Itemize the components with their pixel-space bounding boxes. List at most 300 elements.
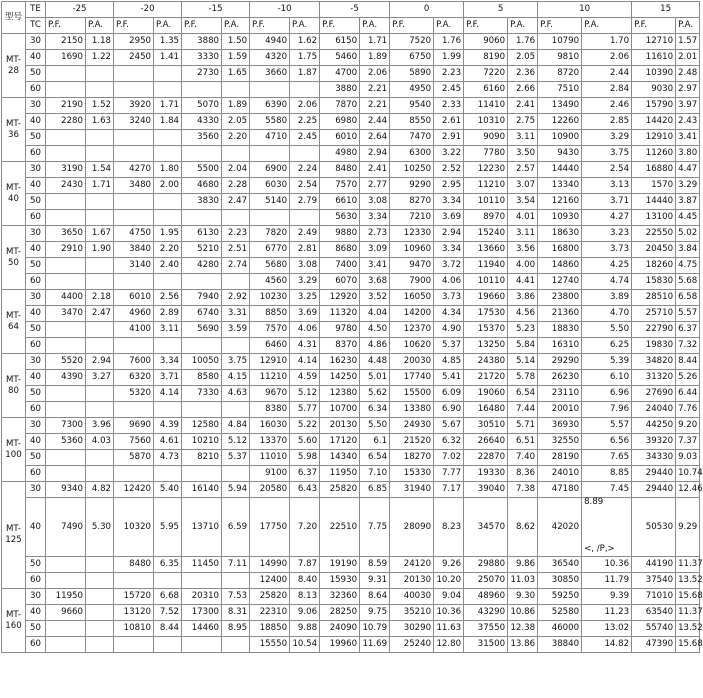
pf-cell: 7300 (46, 418, 86, 434)
pf-cell: 7520 (390, 34, 434, 50)
pa-cell: 5.41 (434, 370, 464, 386)
te-value: 10 (538, 2, 632, 18)
tc-value: 60 (26, 466, 46, 482)
pf-cell: 24090 (320, 621, 360, 637)
pf-cell: 5320 (114, 386, 154, 402)
pf-cell: 10230 (250, 290, 290, 306)
pf-cell: 8370 (320, 338, 360, 354)
pf-cell: 2280 (46, 114, 86, 130)
pf-cell: 9340 (46, 482, 86, 498)
pa-cell: 4.00 (508, 258, 538, 274)
tc-value: 50 (26, 557, 46, 573)
pa-cell: 8.85 (582, 466, 632, 482)
model-name: MT-125 (2, 482, 26, 589)
pf-cell (46, 322, 86, 338)
pf-cell: 16230 (320, 354, 360, 370)
pa-cell: 3.68 (360, 274, 390, 290)
pf-cell: 28510 (632, 290, 676, 306)
pf-cell: 22550 (632, 226, 676, 242)
pa-cell (154, 402, 182, 418)
pa-cell: 2.25 (290, 114, 320, 130)
pf-cell: 25070 (464, 573, 508, 589)
pa-cell: 2.74 (222, 258, 250, 274)
pa-cell: 3.08 (290, 258, 320, 274)
pa-cell: 13.52 (676, 621, 700, 637)
pa-label: P.A. (508, 18, 538, 34)
pa-cell (222, 146, 250, 162)
pf-cell: 12260 (538, 114, 582, 130)
pa-cell: 4.75 (676, 258, 700, 274)
pf-cell: 15330 (390, 466, 434, 482)
pa-cell: 3.75 (582, 146, 632, 162)
table-row (2, 386, 700, 402)
pa-cell: 4.04 (360, 306, 390, 322)
pa-cell: 2.56 (154, 290, 182, 306)
pf-cell: 8480 (320, 162, 360, 178)
pf-cell: 2430 (46, 178, 86, 194)
pa-cell: 3.73 (582, 242, 632, 258)
pf-cell (46, 130, 86, 146)
pa-cell: 3.25 (290, 290, 320, 306)
pf-cell: 19830 (632, 338, 676, 354)
pa-cell: 9.31 (360, 573, 390, 589)
table-row (2, 242, 700, 258)
pa-cell: 2.49 (290, 226, 320, 242)
pa-cell: 2.94 (360, 146, 390, 162)
pa-cell: 6.96 (582, 386, 632, 402)
te-value: -25 (46, 2, 114, 18)
pa-cell: 3.34 (360, 210, 390, 226)
pf-cell: 13120 (114, 605, 154, 621)
pf-cell: 36540 (538, 557, 582, 573)
pa-cell: 11.63 (434, 621, 464, 637)
pa-cell: 2.21 (360, 82, 390, 98)
pf-cell: 30290 (390, 621, 434, 637)
pf-cell: 1570 (632, 178, 676, 194)
pf-cell (46, 146, 86, 162)
pf-cell: 29290 (538, 354, 582, 370)
pa-cell: 2.44 (360, 114, 390, 130)
pa-cell: 7.17 (434, 482, 464, 498)
pa-cell: 13.02 (582, 621, 632, 637)
pa-cell: 1.22 (86, 50, 114, 66)
model-name: MT-64 (2, 290, 26, 354)
pf-cell: 9880 (320, 226, 360, 242)
pf-cell: 6010 (114, 290, 154, 306)
pa-cell: 2.51 (222, 242, 250, 258)
pa-cell: 3.80 (676, 146, 700, 162)
table-row (2, 274, 700, 290)
pf-cell: 14440 (538, 162, 582, 178)
pa-cell: 11.23 (582, 605, 632, 621)
pa-cell (86, 322, 114, 338)
pa-cell: 4.73 (154, 450, 182, 466)
pf-cell: 7570 (250, 322, 290, 338)
pa-label: P.A. (290, 18, 320, 34)
pa-cell: 6.51 (508, 434, 538, 450)
note-box (584, 498, 629, 554)
pa-cell (222, 637, 250, 653)
pf-cell: 8580 (182, 370, 222, 386)
pa-cell: 1.63 (86, 114, 114, 130)
pa-cell: 2.20 (154, 242, 182, 258)
pf-cell: 3660 (250, 66, 290, 82)
pa-cell: 4.39 (154, 418, 182, 434)
tc-value: 60 (26, 338, 46, 354)
pa-cell (222, 338, 250, 354)
pa-cell: 3.72 (434, 258, 464, 274)
pa-cell: 4.85 (434, 354, 464, 370)
header-row-tc (2, 18, 700, 34)
pf-cell (114, 466, 154, 482)
tc-value: 50 (26, 130, 46, 146)
pf-cell (46, 386, 86, 402)
tc-value: 40 (26, 434, 46, 450)
performance-table (1, 1, 703, 653)
pf-cell (46, 402, 86, 418)
pa-cell: 7.52 (154, 605, 182, 621)
pf-cell: 15500 (390, 386, 434, 402)
pa-label: P.A. (676, 18, 700, 34)
pa-cell: 1.89 (360, 50, 390, 66)
pf-cell: 7560 (114, 434, 154, 450)
pf-cell: 37540 (632, 573, 676, 589)
pa-cell: 7.40 (508, 450, 538, 466)
pa-cell: 4.70 (582, 306, 632, 322)
pf-cell: 8380 (250, 402, 290, 418)
pa-cell (86, 637, 114, 653)
pf-cell: 24010 (538, 466, 582, 482)
pa-cell: 1.70 (582, 34, 632, 50)
pa-cell: 7.20 (290, 498, 320, 557)
pf-cell: 42020 (538, 498, 582, 557)
pf-cell: 10310 (464, 114, 508, 130)
pa-cell: 4.74 (582, 274, 632, 290)
pf-cell (114, 338, 154, 354)
pf-cell: 9100 (250, 466, 290, 482)
table-row (2, 354, 700, 370)
pf-cell (250, 210, 290, 226)
pa-cell: 2.05 (508, 50, 538, 66)
pf-cell: 19330 (464, 466, 508, 482)
pa-cell: 3.31 (222, 306, 250, 322)
pa-cell: 4.34 (434, 306, 464, 322)
pf-cell (114, 194, 154, 210)
pa-cell (86, 258, 114, 274)
pa-cell: 10.79 (360, 621, 390, 637)
pf-cell: 17740 (390, 370, 434, 386)
pa-cell: 2.06 (290, 98, 320, 114)
pf-cell: 6740 (182, 306, 222, 322)
pf-cell: 4400 (46, 290, 86, 306)
pf-cell: 4710 (250, 130, 290, 146)
pa-cell: 3.29 (676, 178, 700, 194)
pf-cell: 5460 (320, 50, 360, 66)
pf-cell: 6160 (464, 82, 508, 98)
table-row (2, 338, 700, 354)
pa-cell: 1.54 (86, 162, 114, 178)
pa-cell: 3.34 (434, 194, 464, 210)
pf-cell: 16800 (538, 242, 582, 258)
pa-cell: 2.36 (508, 66, 538, 82)
pa-cell: 15.68 (676, 637, 700, 653)
pa-cell: 5.78 (508, 370, 538, 386)
table-row (2, 50, 700, 66)
pf-cell: 20010 (538, 402, 582, 418)
pf-cell: 3480 (114, 178, 154, 194)
pf-cell: 21360 (538, 306, 582, 322)
pf-cell (46, 450, 86, 466)
pf-cell: 15720 (114, 589, 154, 605)
pa-cell: 5.14 (508, 354, 538, 370)
tc-value: 60 (26, 274, 46, 290)
pf-cell (182, 146, 222, 162)
pa-cell: 12.38 (508, 621, 538, 637)
pa-cell: 1.87 (290, 66, 320, 82)
pf-cell: 4320 (250, 50, 290, 66)
pf-cell: 5070 (182, 98, 222, 114)
pf-cell: 10900 (538, 130, 582, 146)
pf-cell: 19060 (464, 386, 508, 402)
pa-cell: 4.56 (508, 306, 538, 322)
pf-cell: 2910 (46, 242, 86, 258)
pa-cell: 7.77 (434, 466, 464, 482)
pa-cell: 5.02 (676, 226, 700, 242)
table-row (2, 418, 700, 434)
pf-cell: 15830 (632, 274, 676, 290)
pa-cell: 4.15 (222, 370, 250, 386)
pf-cell: 14990 (250, 557, 290, 573)
pa-cell: 2.23 (222, 226, 250, 242)
pf-cell (46, 258, 86, 274)
pf-cell: 7570 (320, 178, 360, 194)
pf-cell: 11940 (464, 258, 508, 274)
pf-cell: 13710 (182, 498, 222, 557)
pf-cell: 9780 (320, 322, 360, 338)
pa-cell: 8.40 (290, 573, 320, 589)
model-name: MT-160 (2, 589, 26, 653)
pa-cell: 2.91 (434, 130, 464, 146)
pf-cell: 7220 (464, 66, 508, 82)
pf-cell: 10930 (538, 210, 582, 226)
pf-cell (46, 66, 86, 82)
pa-cell: 1.71 (86, 178, 114, 194)
pa-cell: 2.47 (222, 194, 250, 210)
table-row (2, 114, 700, 130)
pa-cell: 2.84 (582, 82, 632, 98)
tc-value: 40 (26, 605, 46, 621)
pf-cell: 14200 (390, 306, 434, 322)
pa-cell: 5.57 (676, 306, 700, 322)
pf-cell: 7870 (320, 98, 360, 114)
table-row (2, 210, 700, 226)
tc-value: 50 (26, 322, 46, 338)
table-row (2, 589, 700, 605)
pf-cell: 28190 (538, 450, 582, 466)
pa-cell: 7.38 (508, 482, 538, 498)
pf-cell: 22310 (250, 605, 290, 621)
pa-cell: 3.41 (360, 258, 390, 274)
pa-cell (86, 210, 114, 226)
pa-cell (154, 66, 182, 82)
pf-label: P.F. (320, 18, 360, 34)
pa-cell: 7.87 (290, 557, 320, 573)
pa-cell: 6.09 (434, 386, 464, 402)
pf-cell (46, 82, 86, 98)
pa-cell: 10.36 (434, 605, 464, 621)
pa-cell: 3.07 (508, 178, 538, 194)
pf-cell: 16030 (250, 418, 290, 434)
pa-cell (86, 146, 114, 162)
pf-cell: 7940 (182, 290, 222, 306)
table-row (2, 450, 700, 466)
pf-cell: 4330 (182, 114, 222, 130)
table-row (2, 306, 700, 322)
pf-cell: 3560 (182, 130, 222, 146)
pa-cell (154, 130, 182, 146)
pf-cell: 6980 (320, 114, 360, 130)
pf-cell: 20130 (320, 418, 360, 434)
pa-cell: 3.84 (676, 242, 700, 258)
pa-cell: 2.54 (582, 162, 632, 178)
pa-cell: 2.75 (508, 114, 538, 130)
pf-cell: 10110 (464, 194, 508, 210)
pf-cell: 15550 (250, 637, 290, 653)
pa-cell: 8.64 (360, 589, 390, 605)
pf-cell: 34820 (632, 354, 676, 370)
tc-value: 60 (26, 402, 46, 418)
pa-cell: 2.40 (154, 258, 182, 274)
pf-cell (114, 274, 154, 290)
pf-cell (182, 402, 222, 418)
pa-cell: 3.71 (154, 370, 182, 386)
pf-cell: 25240 (390, 637, 434, 653)
pf-cell: 22790 (632, 322, 676, 338)
pf-cell: 39040 (464, 482, 508, 498)
pa-cell: 3.11 (508, 130, 538, 146)
pa-cell (86, 386, 114, 402)
table-row (2, 130, 700, 146)
pf-cell: 3330 (182, 50, 222, 66)
pa-cell: 2.28 (222, 178, 250, 194)
pf-cell: 22510 (320, 498, 360, 557)
pf-cell: 12370 (390, 322, 434, 338)
pa-cell: 5.77 (290, 402, 320, 418)
pf-cell: 24040 (632, 402, 676, 418)
pf-cell: 28250 (320, 605, 360, 621)
pf-cell (182, 82, 222, 98)
pa-cell: 7.96 (582, 402, 632, 418)
pf-cell (114, 130, 154, 146)
pf-cell: 16480 (464, 402, 508, 418)
pa-cell: 3.41 (676, 130, 700, 146)
pa-cell: 1.62 (290, 34, 320, 50)
pa-cell: 2.48 (676, 66, 700, 82)
pf-cell: 3880 (182, 34, 222, 50)
pf-label: P.F. (538, 18, 582, 34)
pa-cell: 1.76 (434, 34, 464, 50)
pa-cell: 3.86 (508, 290, 538, 306)
pa-cell: 5.12 (290, 386, 320, 402)
pf-cell: 13380 (390, 402, 434, 418)
pa-cell: 4.84 (222, 418, 250, 434)
pa-cell (222, 573, 250, 589)
pf-cell: 32360 (320, 589, 360, 605)
pf-cell: 13250 (464, 338, 508, 354)
pa-cell: 11.37 (676, 557, 700, 573)
pf-cell: 5520 (46, 354, 86, 370)
pf-cell: 26230 (538, 370, 582, 386)
pa-cell: 3.29 (582, 130, 632, 146)
pf-cell (46, 573, 86, 589)
pa-cell: 2.01 (676, 50, 700, 66)
pf-cell: 5140 (250, 194, 290, 210)
pa-cell: 9.20 (676, 418, 700, 434)
pf-cell: 6900 (250, 162, 290, 178)
pf-cell: 14860 (538, 258, 582, 274)
pf-cell: 9810 (538, 50, 582, 66)
pf-cell: 24930 (390, 418, 434, 434)
tc-value: 60 (26, 210, 46, 226)
pf-cell: 5360 (46, 434, 86, 450)
pa-cell: 3.50 (508, 146, 538, 162)
pa-cell: 4.82 (86, 482, 114, 498)
pf-cell: 17120 (320, 434, 360, 450)
pa-label: P.A. (582, 18, 632, 34)
pa-cell: 2.06 (360, 66, 390, 82)
pf-cell: 9430 (538, 146, 582, 162)
pa-cell: 3.89 (582, 290, 632, 306)
pa-cell: 4.06 (434, 274, 464, 290)
pa-cell (86, 589, 114, 605)
table-row (2, 322, 700, 338)
pa-cell: 5.68 (676, 274, 700, 290)
pf-cell: 12740 (538, 274, 582, 290)
pa-cell: 7.53 (222, 589, 250, 605)
pa-cell: 6.90 (434, 402, 464, 418)
pa-cell: 10.86 (508, 605, 538, 621)
pa-cell: 5.95 (154, 498, 182, 557)
pa-cell: 2.79 (290, 194, 320, 210)
pf-label: P.F. (114, 18, 154, 34)
pa-cell: 4.14 (154, 386, 182, 402)
pa-cell: 2.92 (222, 290, 250, 306)
pa-cell: 8.23 (434, 498, 464, 557)
pa-label: P.A. (154, 18, 182, 34)
pf-cell: 17750 (250, 498, 290, 557)
pf-cell: 63540 (632, 605, 676, 621)
pf-cell: 7780 (464, 146, 508, 162)
pa-cell: 2.77 (360, 178, 390, 194)
pf-cell: 10790 (538, 34, 582, 50)
pf-cell: 4960 (114, 306, 154, 322)
pa-cell: 1.99 (434, 50, 464, 66)
table-row (2, 637, 700, 653)
pf-cell: 8190 (464, 50, 508, 66)
table-row (2, 573, 700, 589)
pf-cell: 4100 (114, 322, 154, 338)
header-row-te (2, 2, 700, 18)
pf-cell: 24120 (390, 557, 434, 573)
pa-cell: 8.95 (222, 621, 250, 637)
pf-cell: 35210 (390, 605, 434, 621)
pf-label: P.F. (390, 18, 434, 34)
te-value: 5 (464, 2, 538, 18)
pf-cell: 8480 (114, 557, 154, 573)
pa-cell: 6.85 (360, 482, 390, 498)
pa-cell: 5.67 (434, 418, 464, 434)
pf-cell: 11320 (320, 306, 360, 322)
